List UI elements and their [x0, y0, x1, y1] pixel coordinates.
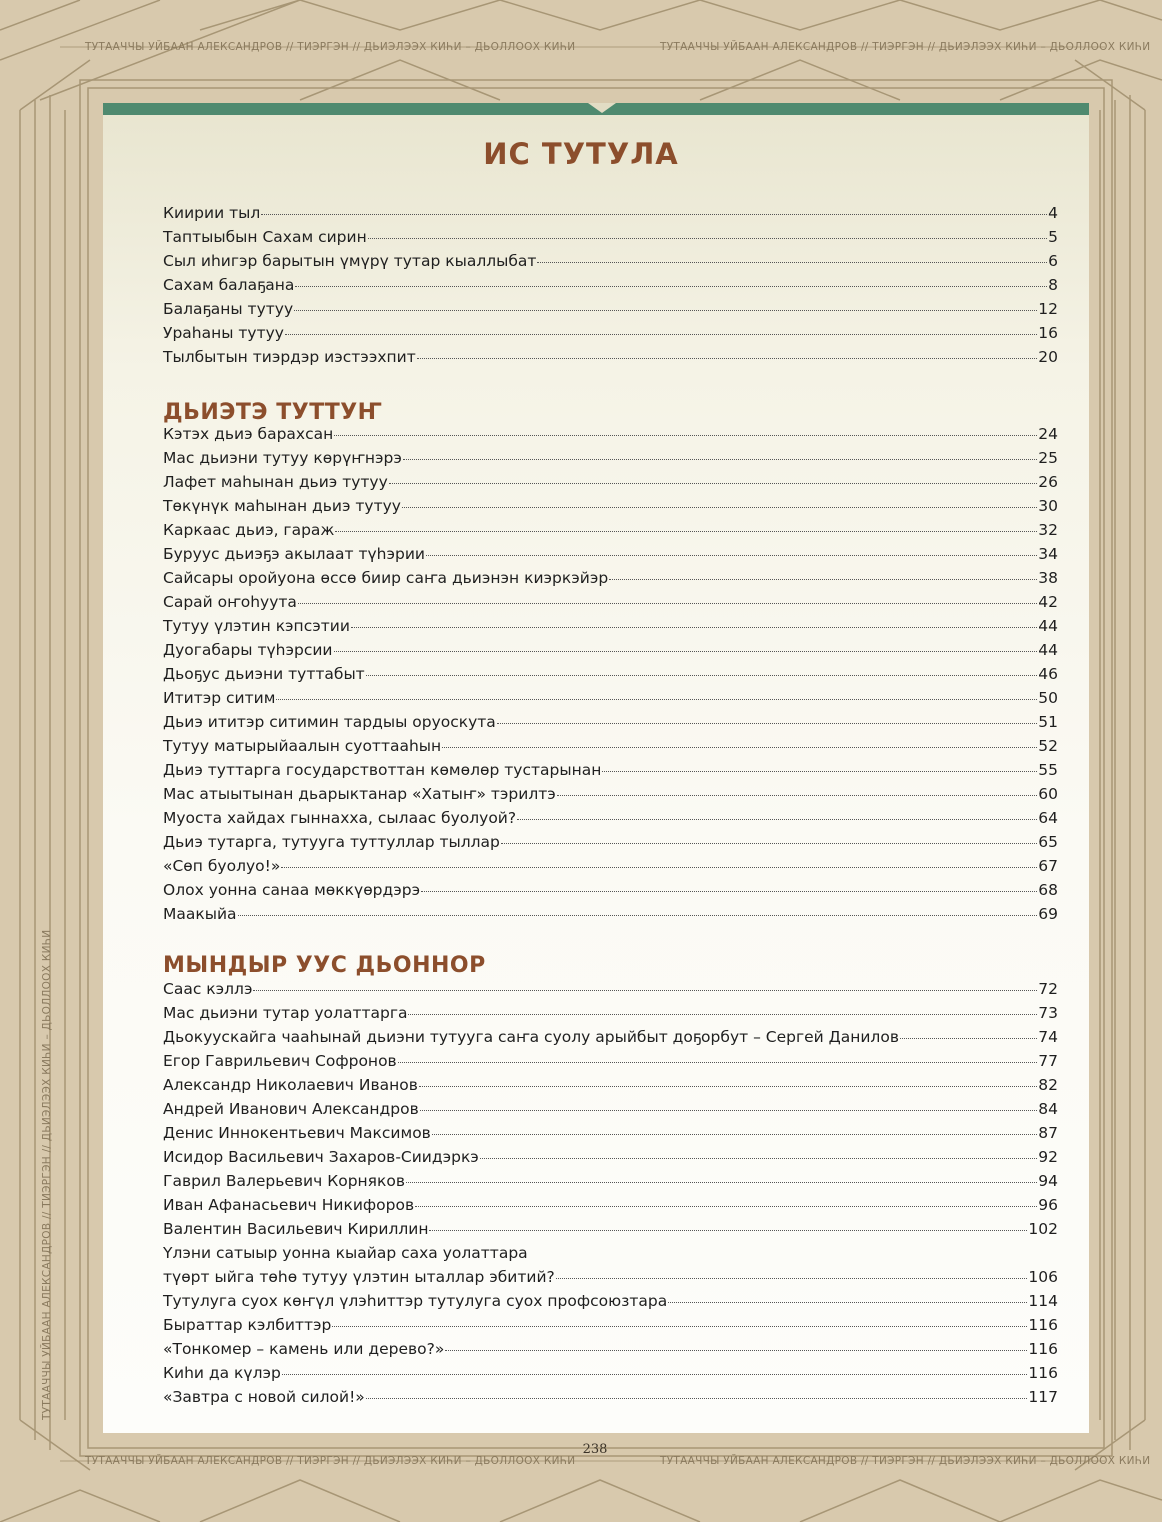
- entry-page: 46: [1038, 665, 1058, 683]
- entry-title: Киһи да күлэр: [163, 1364, 281, 1382]
- toc-entry: [163, 785, 1058, 809]
- entry-page: 16: [1038, 324, 1058, 342]
- entry-title: Балаҕаны тутуу: [163, 300, 294, 318]
- toc-entry: [163, 833, 1058, 857]
- toc-section-2-list: [163, 425, 1058, 929]
- entry-page: 72: [1038, 980, 1058, 998]
- entry-page: 44: [1038, 617, 1058, 635]
- toc-section-3-list: [163, 980, 1058, 1412]
- entry-page: 26: [1038, 473, 1058, 491]
- entry-title: Исидор Васильевич Захаров-Сиидэркэ: [163, 1148, 479, 1166]
- running-head-top-right: ТУТААЧЧЫ УЙБААН АЛЕКСАНДРОВ // ТИЭРГЭН // ДЬИЭЛЭЭХ КИҺИ – ДЬОЛЛООХ КИҺИ: [660, 41, 1151, 53]
- dot-leader: [408, 1014, 1037, 1015]
- entry-page: 74: [1038, 1028, 1058, 1046]
- toc-entry: [163, 737, 1058, 761]
- entry-title: Мас дьиэни тутар уолаттарга: [163, 1004, 408, 1022]
- entry-title: Дуогабары түһэрсии: [163, 641, 333, 659]
- entry-page: 64: [1038, 809, 1058, 827]
- entry-page: 51: [1038, 713, 1058, 731]
- entry-title: Сарай оҥоһуута: [163, 593, 297, 611]
- dot-leader: [406, 1182, 1037, 1183]
- entry-title: Мас атыытынан дьарыктанар «Хатыҥ» тэрилтэ: [163, 785, 556, 803]
- entry-page: 42: [1038, 593, 1058, 611]
- dot-leader: [421, 891, 1037, 892]
- toc-entry: [163, 809, 1058, 833]
- entry-title: Киирии тыл: [163, 204, 261, 222]
- entry-title: Олох уонна санаа мөккүөрдэрэ: [163, 881, 421, 899]
- entry-title: Дьокуускайга чааһынай дьиэни тутууга саҥа суолу арыйбыт доҕорбут – Сергей Данилов: [163, 1028, 899, 1046]
- entry-page: 116: [1028, 1340, 1058, 1358]
- dot-leader: [668, 1302, 1027, 1303]
- entry-page: 106: [1028, 1268, 1058, 1286]
- entry-title: Дьиэ тутарга, тутууга туттуллар тыллар: [163, 833, 500, 851]
- dot-leader: [295, 286, 1047, 287]
- dot-leader: [429, 1230, 1027, 1231]
- toc-entry: [163, 425, 1058, 449]
- entry-page: 94: [1038, 1172, 1058, 1190]
- running-head-top-left: ТУТААЧЧЫ УЙБААН АЛЕКСАНДРОВ // ТИЭРГЭН // ДЬИЭЛЭЭХ КИҺИ – ДЬОЛЛООХ КИҺИ: [85, 41, 576, 53]
- toc-entry: [163, 881, 1058, 905]
- dot-leader: [537, 262, 1047, 263]
- section-heading-3: МЫНДЫР УУС ДЬОННОР: [163, 953, 486, 978]
- toc-entry: [163, 641, 1058, 665]
- entry-page: 30: [1038, 497, 1058, 515]
- entry-page: 8: [1048, 276, 1058, 294]
- entry-title: Александр Николаевич Иванов: [163, 1076, 418, 1094]
- entry-title: түөрт ыйга төһө тутуу үлэтин ыталлар эбитий?: [163, 1268, 555, 1286]
- entry-page: 34: [1038, 545, 1058, 563]
- toc-entry: [163, 905, 1058, 929]
- entry-page: 20: [1038, 348, 1058, 366]
- dot-leader: [334, 435, 1037, 436]
- dot-leader: [480, 1158, 1037, 1159]
- dot-leader: [366, 675, 1038, 676]
- entry-page: 24: [1038, 425, 1058, 443]
- toc-entry: [163, 1196, 1058, 1220]
- dot-leader: [900, 1038, 1037, 1039]
- toc-entry: [163, 1316, 1058, 1340]
- toc-intro-list: [163, 204, 1058, 372]
- toc-entry: [163, 1172, 1058, 1196]
- band-notch: [588, 103, 616, 113]
- entry-title: Егор Гаврильевич Софронов: [163, 1052, 397, 1070]
- dot-leader: [261, 214, 1047, 215]
- toc-entry: [163, 1364, 1058, 1388]
- dot-leader: [556, 1278, 1028, 1279]
- dot-leader: [557, 795, 1038, 796]
- dot-leader: [426, 555, 1037, 556]
- dot-leader: [398, 1062, 1038, 1063]
- entry-page: 92: [1038, 1148, 1058, 1166]
- toc-entry: [163, 521, 1058, 545]
- entry-page: 102: [1028, 1220, 1058, 1238]
- entry-page: 84: [1038, 1100, 1058, 1118]
- toc-entry: [163, 713, 1058, 737]
- dot-leader: [368, 238, 1047, 239]
- toc-entry: [163, 593, 1058, 617]
- dot-leader: [432, 1134, 1037, 1135]
- entry-page: 116: [1028, 1364, 1058, 1382]
- dot-leader: [335, 531, 1037, 532]
- toc-entry: [163, 276, 1058, 300]
- running-head-vertical-left: ТУТААЧЧЫ УЙБААН АЛЕКСАНДРОВ // ТИЭРГЭН // ДЬИЭЛЭЭХ КИҺИ – ДЬОЛЛООХ КИҺИ: [41, 929, 53, 1420]
- entry-title: Кэтэх дьиэ барахсан: [163, 425, 334, 443]
- dot-leader: [415, 1206, 1037, 1207]
- entry-page: 38: [1038, 569, 1058, 587]
- dot-leader: [403, 459, 1037, 460]
- entry-title: Маакыйа: [163, 905, 237, 923]
- entry-title: Дьиэ туттарга государствоттан көмөлөр тустарынан: [163, 761, 602, 779]
- entry-page: 96: [1038, 1196, 1058, 1214]
- toc-entry: [163, 1004, 1058, 1028]
- toc-entry: [163, 324, 1058, 348]
- dot-leader: [366, 1398, 1028, 1399]
- entry-page: 55: [1038, 761, 1058, 779]
- dot-leader: [334, 651, 1038, 652]
- section-heading-2: ДЬИЭТЭ ТУТТУҤ: [163, 400, 383, 425]
- entry-title: Үлэни сатыыр уонна кыайар саха уолаттара: [163, 1244, 528, 1262]
- page-title: ИС ТУТУЛА: [483, 137, 679, 171]
- toc-entry: [163, 545, 1058, 569]
- dot-leader: [294, 310, 1037, 311]
- entry-title: Лафет маһынан дьиэ тутуу: [163, 473, 388, 491]
- entry-title: Иван Афанасьевич Никифоров: [163, 1196, 415, 1214]
- entry-page: 73: [1038, 1004, 1058, 1022]
- entry-title: Каркаас дьиэ, гараж: [163, 521, 335, 539]
- dot-leader: [517, 819, 1037, 820]
- toc-entry: [163, 761, 1058, 785]
- entry-page: 50: [1038, 689, 1058, 707]
- toc-entry: [163, 1220, 1058, 1244]
- entry-page: 52: [1038, 737, 1058, 755]
- toc-entry: [163, 1076, 1058, 1100]
- entry-title: Таптыыбын Сахам сирин: [163, 228, 367, 246]
- dot-leader: [402, 507, 1037, 508]
- entry-title: Денис Иннокентьевич Максимов: [163, 1124, 431, 1142]
- entry-title: «Сөп буолуо!»: [163, 857, 281, 875]
- toc-entry: [163, 689, 1058, 713]
- entry-page: 117: [1028, 1388, 1058, 1406]
- dot-leader: [298, 603, 1037, 604]
- entry-page: 32: [1038, 521, 1058, 539]
- entry-title: Дьоҕус дьиэни туттабыт: [163, 665, 365, 683]
- toc-entry: [163, 348, 1058, 372]
- entry-page: 12: [1038, 300, 1058, 318]
- entry-page: 65: [1038, 833, 1058, 851]
- toc-entry: [163, 665, 1058, 689]
- entry-page: 77: [1038, 1052, 1058, 1070]
- dot-leader: [602, 771, 1037, 772]
- toc-entry: [163, 1268, 1058, 1292]
- entry-page: 6: [1048, 252, 1058, 270]
- toc-entry: [163, 1124, 1058, 1148]
- entry-title: Ураһаны тутуу: [163, 324, 284, 342]
- dot-leader: [351, 627, 1037, 628]
- dot-leader: [442, 747, 1037, 748]
- toc-entry: [163, 1052, 1058, 1076]
- toc-entry: [163, 1292, 1058, 1316]
- dot-leader: [609, 579, 1037, 580]
- entry-page: 87: [1038, 1124, 1058, 1142]
- dot-leader: [253, 990, 1037, 991]
- toc-entry: [163, 252, 1058, 276]
- entry-page: 116: [1028, 1316, 1058, 1334]
- toc-entry: [163, 228, 1058, 252]
- entry-title: Төкүнүк маһынан дьиэ тутуу: [163, 497, 401, 515]
- entry-page: 114: [1028, 1292, 1058, 1310]
- toc-entry: [163, 473, 1058, 497]
- entry-title: Андрей Иванович Александров: [163, 1100, 419, 1118]
- toc-entry: [163, 1100, 1058, 1124]
- entry-title: Сайсары оройуона өссө биир саҥа дьиэнэн киэркэйэр: [163, 569, 609, 587]
- dot-leader: [282, 1374, 1028, 1375]
- dot-leader: [497, 723, 1037, 724]
- toc-entry: [163, 300, 1058, 324]
- toc-entry: [163, 497, 1058, 521]
- entry-title: Мас дьиэни тутуу көрүҥнэрэ: [163, 449, 402, 467]
- entry-title: «Тонкомер – камень или дерево?»: [163, 1340, 445, 1358]
- dot-leader: [238, 915, 1038, 916]
- toc-entry: [163, 1340, 1058, 1364]
- entry-title: Ититэр ситим: [163, 689, 276, 707]
- entry-page: 44: [1038, 641, 1058, 659]
- toc-entry: [163, 204, 1058, 228]
- entry-page: 68: [1038, 881, 1058, 899]
- entry-page: 4: [1048, 204, 1058, 222]
- entry-title: Тутуу үлэтин кэпсэтии: [163, 617, 350, 635]
- dot-leader: [417, 358, 1038, 359]
- toc-entry: [163, 449, 1058, 473]
- running-head-bottom-right: ТУТААЧЧЫ УЙБААН АЛЕКСАНДРОВ // ТИЭРГЭН // ДЬИЭЛЭЭХ КИҺИ – ДЬОЛЛООХ КИҺИ: [660, 1455, 1151, 1467]
- entry-title: Тутуу матырыйаалын суоттааһын: [163, 737, 442, 755]
- entry-title: Валентин Васильевич Кириллин: [163, 1220, 429, 1238]
- dot-leader: [501, 843, 1037, 844]
- entry-title: Тылбытын тиэрдэр иэстээхпит: [163, 348, 416, 366]
- entry-title: Сыл иһигэр барытын үмүрү тутар кыаллыбат: [163, 252, 537, 270]
- toc-entry: [163, 1148, 1058, 1172]
- entry-page: 25: [1038, 449, 1058, 467]
- running-head-bottom-left: ТУТААЧЧЫ УЙБААН АЛЕКСАНДРОВ // ТИЭРГЭН // ДЬИЭЛЭЭХ КИҺИ – ДЬОЛЛООХ КИҺИ: [85, 1455, 576, 1467]
- toc-entry: [163, 1388, 1058, 1412]
- toc-entry: [163, 857, 1058, 881]
- entry-title: Дьиэ ититэр ситимин тардыы оруоскута: [163, 713, 496, 731]
- entry-title: «Завтра с новой силой!»: [163, 1388, 365, 1406]
- entry-page: 5: [1048, 228, 1058, 246]
- entry-page: 82: [1038, 1076, 1058, 1094]
- toc-entry: [163, 1028, 1058, 1052]
- dot-leader: [419, 1086, 1037, 1087]
- dot-leader: [332, 1326, 1027, 1327]
- toc-entry: [163, 569, 1058, 593]
- toc-entry: [163, 980, 1058, 1004]
- entry-page: 60: [1038, 785, 1058, 803]
- entry-page: 67: [1038, 857, 1058, 875]
- entry-page: 69: [1038, 905, 1058, 923]
- toc-entry: [163, 1244, 1058, 1268]
- dot-leader: [281, 867, 1037, 868]
- entry-title: Тутулуга суох көҥүл үлэһиттэр тутулуга суох профсоюзтара: [163, 1292, 668, 1310]
- entry-title: Буруус дьиэҕэ акылаат түһэрии: [163, 545, 425, 563]
- entry-title: Быраттар кэлбиттэр: [163, 1316, 332, 1334]
- dot-leader: [276, 699, 1037, 700]
- toc-entry: [163, 617, 1058, 641]
- entry-title: Саас кэллэ: [163, 980, 253, 998]
- dot-leader: [445, 1350, 1027, 1351]
- page-number: 238: [582, 1442, 608, 1457]
- entry-title: Гаврил Валерьевич Корняков: [163, 1172, 405, 1190]
- dot-leader: [420, 1110, 1038, 1111]
- dot-leader: [389, 483, 1037, 484]
- dot-leader: [285, 334, 1037, 335]
- entry-title: Муоста хайдах гыннахха, сылаас буолуой?: [163, 809, 517, 827]
- entry-title: Сахам балаҕана: [163, 276, 295, 294]
